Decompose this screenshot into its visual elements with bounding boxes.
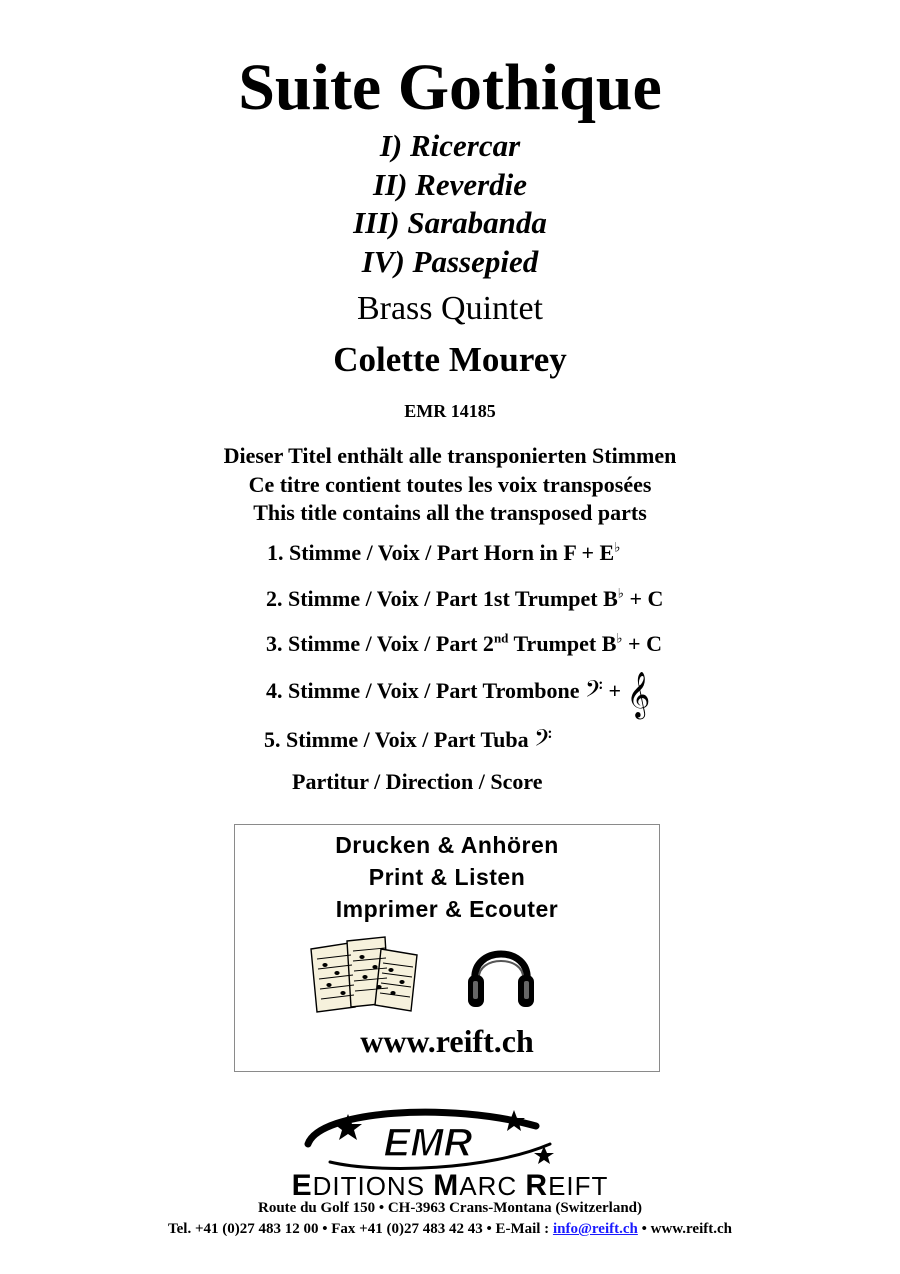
instrumentation: Brass Quintet [356, 290, 544, 327]
flat-sign: ♭ [614, 539, 621, 555]
notice-english: This title contains all the transposed parts [253, 500, 647, 525]
part-list-item-trombone [266, 672, 651, 718]
notice-french: Ce titre contient toutes les voix transposées [248, 472, 652, 497]
movement-1: I) Ricercar [379, 128, 521, 163]
emr-logo [300, 1104, 562, 1176]
ordinal-suffix: nd [493, 630, 509, 646]
brand-part: EIFT [548, 1171, 609, 1201]
movement-4: IV) Passepied [361, 244, 539, 279]
part-list-item-trumpet-2 [266, 629, 662, 659]
publisher-contact [0, 1220, 900, 1238]
promo-line-german: Drucken & Anhören [335, 832, 559, 858]
headphones-icon [465, 935, 537, 1013]
promo-box [234, 824, 660, 1072]
bass-clef-icon: 𝄢 [534, 724, 553, 757]
part-list-item-trumpet-1 [266, 584, 663, 614]
part-label: 3. Stimme / Voix / Part 2 [266, 631, 494, 656]
part-label: 1. Stimme / Voix / Part Horn in F + E [267, 540, 615, 565]
sheet-music-icon [307, 935, 422, 1013]
movement-3: III) Sarabanda [353, 205, 547, 240]
page-title: Suite Gothique [238, 51, 662, 124]
brand-part: DITIONS [312, 1171, 434, 1201]
promo-website[interactable]: www.reift.ch [360, 1023, 534, 1059]
part-suffix: + C [622, 631, 662, 656]
logo-text: EMR [383, 1121, 473, 1165]
part-list-item-tuba [264, 725, 552, 756]
bass-clef-icon: 𝄢 [585, 675, 604, 708]
brand-initial: M [433, 1169, 460, 1202]
email-link[interactable]: info@reift.ch [552, 1221, 638, 1237]
flat-sign: ♭ [616, 630, 623, 646]
part-label: 2. Stimme / Voix / Part 1st Trumpet B [266, 586, 618, 611]
movement-2: II) Reverdie [372, 167, 528, 202]
flat-sign: ♭ [617, 585, 624, 601]
publisher-name [0, 1171, 900, 1201]
part-suffix: + C [623, 586, 664, 611]
part-label-rest: Trumpet B [508, 631, 617, 656]
part-list-item-horn [267, 538, 620, 568]
promo-line-english: Print & Listen [368, 864, 526, 890]
catalog-number: EMR 14185 [404, 401, 496, 421]
publisher-address: Route du Golf 150 • CH-3963 Crans-Montana (Switzerland) [258, 1200, 642, 1216]
contact-phone-fax: Tel. +41 (0)27 483 12 00 • Fax +41 (0)27 483 42 43 • E-Mail : [168, 1221, 553, 1237]
part-label: 5. Stimme / Voix / Part Tuba [264, 727, 535, 752]
plus-sign: + [603, 678, 627, 703]
part-label: 4. Stimme / Voix / Part Trombone [266, 678, 585, 703]
part-list-item-score: Partitur / Direction / Score [292, 769, 543, 794]
notice-german: Dieser Titel enthält alle transponierten Stimmen [223, 443, 677, 468]
brand-initial: R [525, 1169, 549, 1202]
contact-website: • www.reift.ch [637, 1221, 732, 1237]
treble-clef-icon: 𝄞 [626, 672, 651, 718]
promo-line-french: Imprimer & Ecouter [335, 896, 559, 922]
brand-part: ARC [459, 1171, 526, 1201]
composer-name: Colette Mourey [333, 340, 567, 379]
brand-initial: E [291, 1169, 313, 1202]
